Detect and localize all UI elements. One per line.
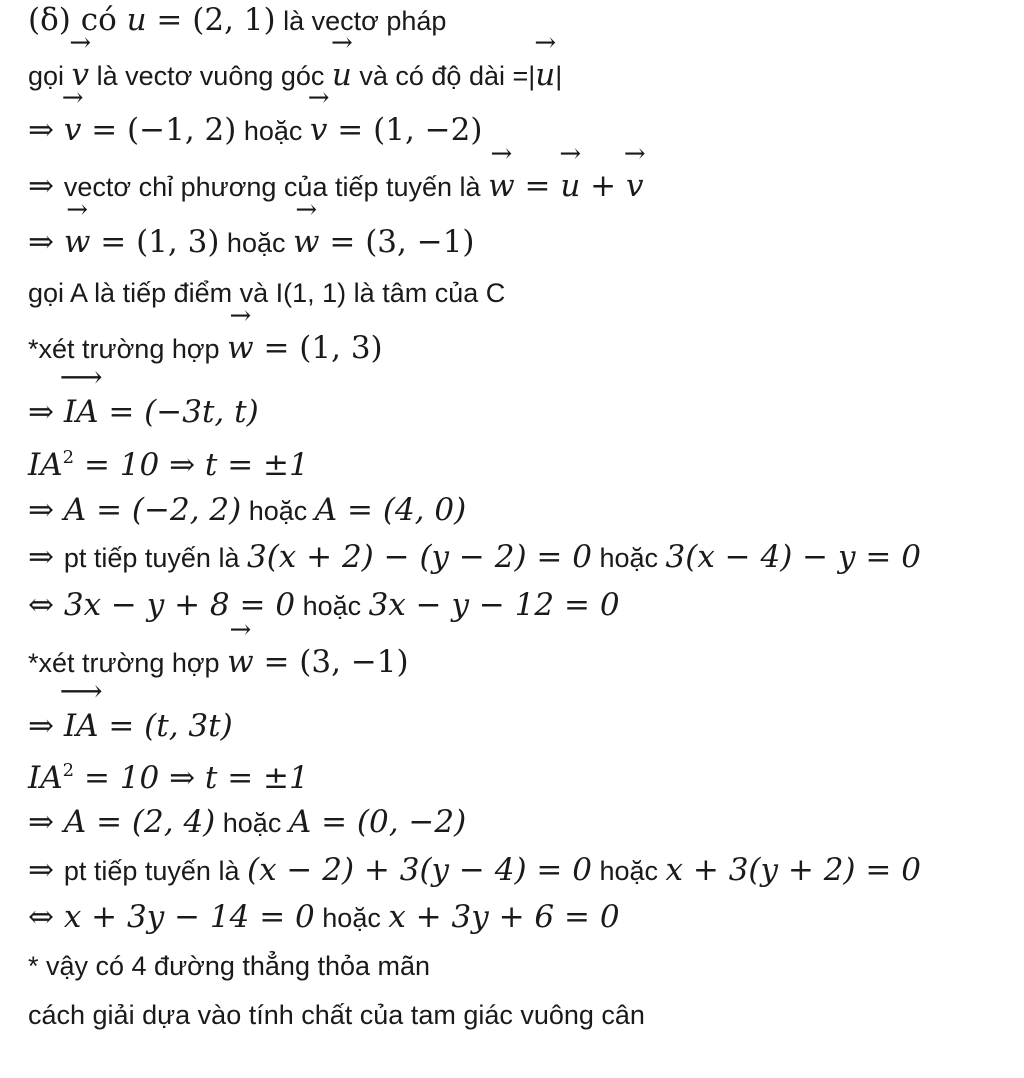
math-expr: 3(x − 4) − y = 0 (665, 539, 921, 575)
vector-v: → v (626, 166, 644, 206)
implies-symbol: ⇒ (28, 168, 64, 204)
line-w-values (28, 222, 475, 262)
vector-ia: ⟶ IA (64, 706, 99, 746)
math-expr: = 10 ⇒ t = ±1 (74, 760, 309, 796)
line-text: và có độ dài =| (351, 61, 536, 91)
line-text: * vậy có 4 đường thẳng thỏa mãn (28, 951, 431, 981)
line-text: hoặc (591, 856, 666, 886)
line-ia-squared-2 (28, 753, 309, 796)
math-expr: x + 3(y + 2) = 0 (665, 852, 921, 888)
line-conclusion (28, 946, 430, 986)
math-expr: = (514, 168, 561, 204)
math-expr: = (−1, 2) (81, 112, 237, 148)
line-ia-squared-1 (28, 440, 309, 483)
math-expr: x + 3y + 6 = 0 (388, 899, 620, 935)
line-a-values-2 (28, 802, 466, 842)
math-expr: = (t, 3t) (98, 708, 233, 744)
line-text: gọi A là tiếp điểm và I(1, 1) là tâm của C (28, 278, 506, 308)
vector-u: ´ u (127, 0, 147, 40)
implies-symbol: ⇒ (28, 708, 64, 744)
line-text: pt tiếp tuyến là (63, 856, 247, 886)
line-text: gọi (28, 61, 72, 91)
vector-w: → w (293, 222, 320, 262)
math-expr: A = (0, −2) (288, 804, 467, 840)
line-tangent-simplified-2 (28, 897, 620, 937)
math-expr: x + 3y − 14 = 0 (63, 899, 315, 935)
line-text: hoặc (295, 591, 369, 621)
vector-w: → w (227, 328, 254, 368)
implies-symbol: ⇒ (28, 112, 64, 148)
implies-symbol: ⇒ (28, 852, 64, 888)
line-method-note (28, 995, 645, 1035)
math-expr: = (1, −2) (327, 112, 483, 148)
math-expr: = 10 ⇒ t = ±1 (74, 447, 309, 483)
vector-ia: ⟶ IA (64, 392, 99, 432)
vector-u: → u (560, 166, 580, 206)
math-expr: = (1, 3) (253, 330, 383, 366)
math-expr: A = (−2, 2) (63, 492, 242, 528)
vector-v: → v (72, 55, 90, 95)
implies-symbol: ⇒ (28, 539, 64, 575)
line-text: cách giải dựa vào tính chất của tam giác vuông cân (28, 1000, 645, 1030)
vector-v: → v (64, 110, 82, 150)
line-text: hoặc (236, 116, 310, 146)
line-text: hoặc (314, 903, 389, 933)
line-define-a (28, 273, 505, 313)
vector-u: → u (535, 55, 555, 95)
vector-u: → u (332, 55, 352, 95)
vector-w: → w (488, 166, 515, 206)
line-text: là vectơ pháp (275, 6, 447, 36)
equivalent-symbol: ⇔ (28, 587, 64, 623)
line-tangent-1 (28, 537, 921, 577)
vector-v: → v (310, 110, 328, 150)
line-ia-case-1 (28, 392, 259, 432)
math-expr: 3(x + 2) − (y − 2) = 0 (246, 539, 592, 575)
vector-w: → w (64, 222, 91, 262)
implies-symbol: ⇒ (28, 224, 64, 260)
line-tangent-simplified-1 (28, 585, 620, 625)
line-text: *xét trường hợp (28, 334, 228, 364)
math-expr: 3x − y − 12 = 0 (368, 587, 620, 623)
line-v-values (28, 110, 482, 150)
line-text: *xét trường hợp (28, 648, 228, 678)
line-text: hoặc (219, 228, 293, 258)
line-a-values-1 (28, 490, 466, 530)
vector-w: → w (227, 642, 254, 682)
math-expr: (x − 2) + 3(y − 4) = 0 (246, 852, 592, 888)
line-ia-case-2 (28, 706, 233, 746)
math-expr: = (2, 1) (146, 2, 276, 38)
math-expr: = (−3t, t) (98, 394, 259, 430)
line-text: pt tiếp tuyến là (63, 543, 247, 573)
equivalent-symbol: ⇔ (28, 899, 64, 935)
line-define-v (28, 55, 562, 95)
implies-symbol: ⇒ (28, 492, 64, 528)
line-text: vectơ chỉ phương của tiếp tuyến là (63, 172, 489, 202)
line-text: hoặc (591, 543, 666, 573)
math-expr: 3x − y + 8 = 0 (63, 587, 296, 623)
math-expr: A = (4, 0) (314, 492, 467, 528)
math-expr: IA (28, 760, 63, 796)
math-expr: = (1, 3) (90, 224, 220, 260)
math-expr: = (3, −1) (319, 224, 475, 260)
exponent: 2 (62, 760, 75, 781)
math-expr: IA (28, 447, 63, 483)
delta-label: (δ) có (28, 2, 127, 38)
math-expr: + (580, 168, 626, 204)
implies-symbol: ⇒ (28, 394, 64, 430)
math-expr: A = (2, 4) (63, 804, 216, 840)
implies-symbol: ⇒ (28, 804, 64, 840)
line-text: | (555, 61, 563, 91)
exponent: 2 (62, 447, 75, 468)
line-text: là vectơ vuông góc (89, 61, 332, 91)
line-text: hoặc (215, 808, 289, 838)
line-direction-vector (28, 166, 643, 206)
line-text: hoặc (241, 496, 315, 526)
math-expr: = (3, −1) (253, 644, 409, 680)
line-tangent-2 (28, 850, 921, 890)
